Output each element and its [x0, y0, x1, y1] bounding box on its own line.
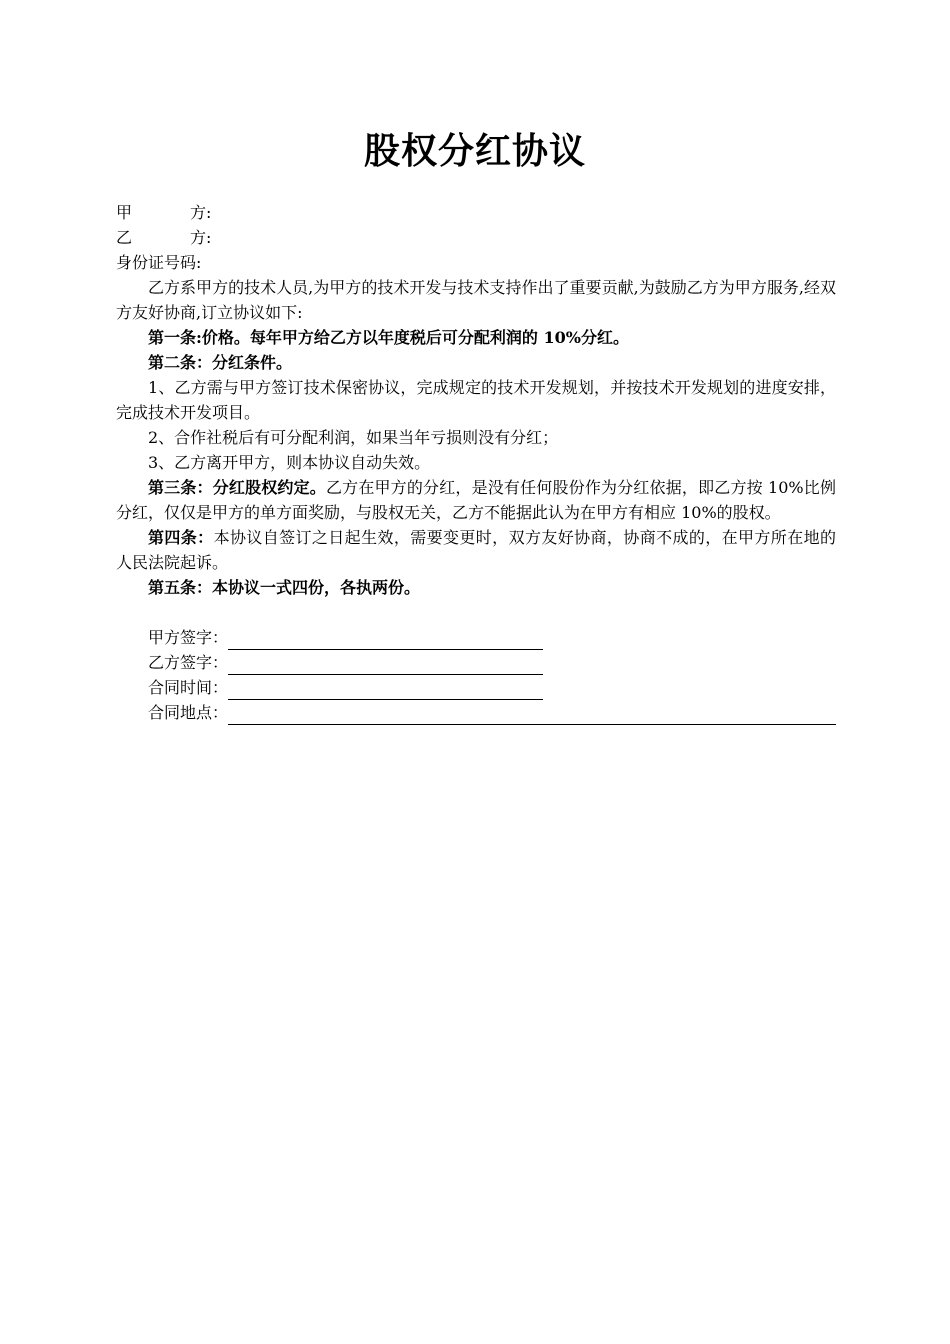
contract-time [116, 675, 836, 700]
contract-time-blank[interactable] [228, 679, 543, 700]
article-4-heading: 第四条： [148, 528, 214, 547]
contract-place-label: 合同地点： [148, 703, 229, 722]
signature-party-b [116, 650, 836, 675]
party-b-label-2: 方: [190, 228, 212, 247]
id-number-field: 身份证号码: [116, 253, 202, 272]
party-b-label-1: 乙 [116, 228, 133, 247]
signature-party-a [116, 625, 836, 650]
document-title: 股权分红协议 [363, 131, 586, 172]
party-a-label-1: 甲 [116, 203, 133, 222]
party-a-label-2: 方: [190, 203, 212, 222]
signature-party-a-blank[interactable] [228, 629, 543, 650]
signature-party-a-label: 甲方签字： [148, 628, 229, 647]
article-1: 第一条:价格。每年甲方给乙方以年度税后可分配利润的 10%分红。 [148, 328, 629, 347]
article-3-text: 乙方在甲方的分红，是没有任何股份作为分红依据，即乙方按 10%比例分红，仅仅是甲方的单方面奖励，与股权无关，乙方不能据此认为在甲方有相应 10%的股权。 [116, 478, 836, 522]
article-5: 第五条：本协议一式四份，各执两份。 [148, 578, 421, 597]
intro-paragraph: 乙方系甲方的技术人员,为甲方的技术开发与技术支持作出了重要贡献,为鼓励乙方为甲方服务,经双方友好协商,订立协议如下: [116, 278, 836, 322]
contract-place [116, 700, 836, 725]
signature-party-b-blank[interactable] [228, 654, 543, 675]
article-4 [116, 525, 836, 575]
article-3 [116, 475, 836, 525]
document-body [116, 200, 836, 725]
article-2-item-1: 1、乙方需与甲方签订技术保密协议，完成规定的技术开发规划，并按技术开发规划的进度安排，完成技术开发项目。 [116, 378, 836, 422]
contract-place-blank[interactable] [228, 704, 836, 725]
article-2-heading: 第二条：分红条件。 [148, 353, 293, 372]
contract-time-label: 合同时间： [148, 678, 229, 697]
party-a-field [116, 200, 836, 225]
article-3-heading: 第三条：分红股权约定。 [148, 478, 326, 497]
article-2-item-2: 2、合作社税后有可分配利润，如果当年亏损则没有分红； [148, 428, 559, 447]
article-4-text: 本协议自签订之日起生效，需要变更时，双方友好协商，协商不成的，在甲方所在地的人民法院起诉。 [116, 528, 836, 572]
signature-party-b-label: 乙方签字： [148, 653, 229, 672]
article-2-item-3: 3、乙方离开甲方，则本协议自动失效。 [148, 453, 431, 472]
party-b-field [116, 225, 836, 250]
